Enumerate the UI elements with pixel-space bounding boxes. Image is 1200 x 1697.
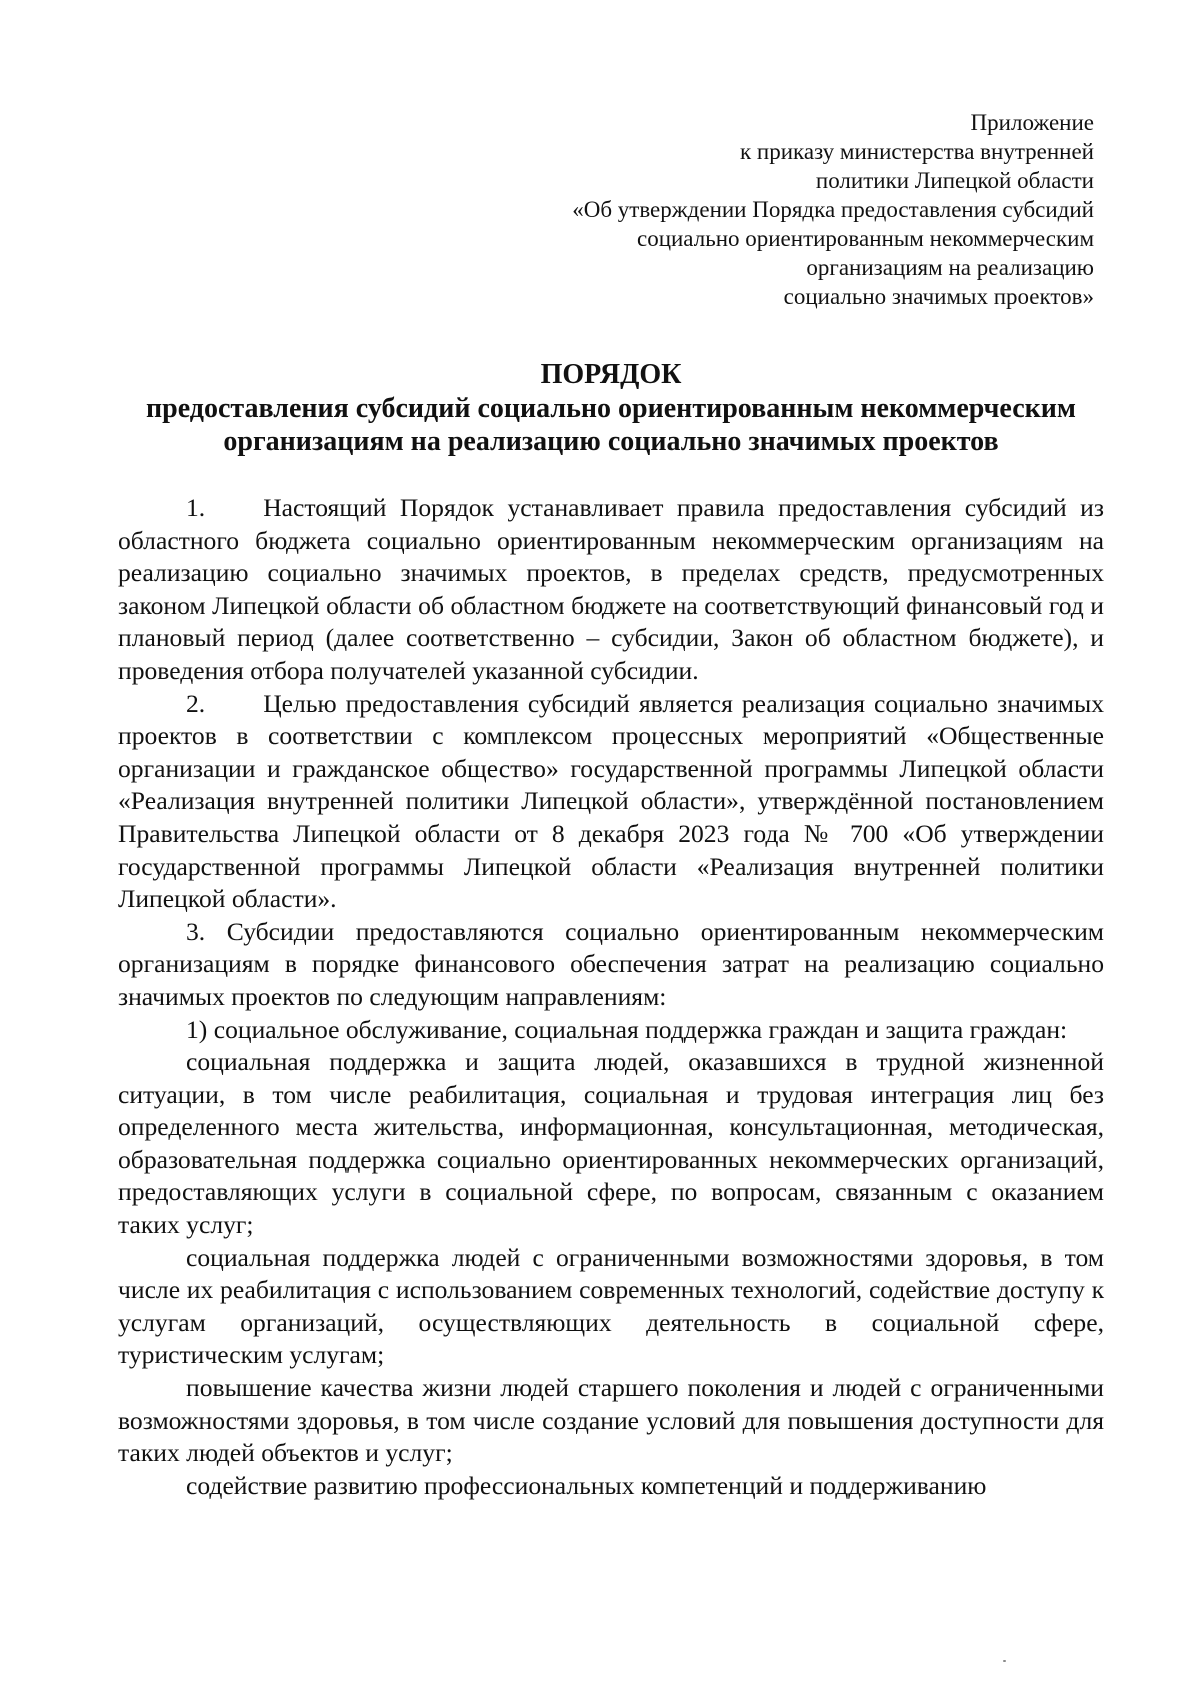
subitem: повышение качества жизни людей старшего поколения и людей с ограниченными возможностями здоровья, в том числе создание условий для повышения доступности для таких людей объектов и услуг; — [118, 1373, 1104, 1468]
paragraph-text: Настоящий Порядок устанавливает правила предоставления субсидий из областного бюджета социально ориентированным некоммерческим организациям на реализацию социально значимых проектов, в пределах средств, предусмотренных законом Липецкой области об областном бюджете на соответствующий финансовый год и плановый период (далее соответственно – субсидии, Закон об областном бюджете), и проведения отбора получателей указанной субсидии. — [118, 493, 1104, 685]
paragraph-3 — [118, 916, 1104, 1014]
appendix-line: к приказу министерства внутренней — [740, 139, 1094, 164]
paragraph-2 — [118, 688, 1104, 916]
subitem: социальная поддержка и защита людей, оказавшихся в трудной жизненной ситуации, в том числе реабилитация, социальная и трудовая интеграция лиц без определенного места жительства, информационная, консультационная, методическая, образовательная поддержка социально ориентированных некоммерческих организаций, предоставляющих услуги в социальной сфере, по вопросам, связанным с оказанием таких услуг; — [118, 1047, 1104, 1240]
appendix-line: «Об утверждении Порядка предоставления субсидий — [572, 197, 1094, 222]
paragraph-number: 1. — [186, 493, 206, 522]
appendix-line: социально значимых проектов» — [783, 284, 1094, 309]
appendix-line: организациям на реализацию — [806, 255, 1094, 280]
title-subtitle-line: предоставления субсидий социально ориентированным некоммерческим — [146, 393, 1076, 424]
paragraph-1 — [118, 492, 1104, 688]
paragraph-text: Субсидии предоставляются социально ориентированным некоммерческим организациям в порядке финансового обеспечения затрат на реализацию социально значимых проектов по следующим направлениям: — [118, 916, 1105, 1011]
paragraph-text: Целью предоставления субсидий является реализация социально значимых проектов в соответствии с комплексом процессных мероприятий «Общественные организации и гражданское общество» государственной программы Липецкой области «Реализация внутренней политики Липецкой области», утверждённой постановлением Правительства Липецкой области от 8 декабря 2023 года № 700 «Об утверждении государственной программы Липецкой области «Реализация внутренней политики Липецкой области». — [118, 688, 1104, 914]
appendix-line: Приложение — [970, 110, 1094, 135]
appendix-header — [494, 108, 1094, 311]
paragraph-number: 2. — [186, 688, 206, 718]
appendix-line: социально ориентированным некоммерческим — [636, 226, 1094, 251]
document-body — [118, 492, 1104, 1502]
title-subtitle-line: организациям на реализацию социально значимых проектов — [223, 426, 999, 457]
appendix-line: политики Липецкой области — [815, 168, 1094, 193]
document-title — [118, 358, 1104, 458]
title-main: ПОРЯДОК — [540, 359, 682, 390]
paragraph-number: 3. — [186, 916, 206, 946]
subitem: содействие развитию профессиональных компетенций и поддерживанию — [186, 1470, 987, 1500]
subitem: социальная поддержка людей с ограниченными возможностями здоровья, в том числе их реабилитация с использованием современных технологий, содействие доступу к услугам организаций, осуществляющих деятельность в социальной сфере, туристическим услугам; — [118, 1242, 1104, 1370]
subitem: 1) социальное обслуживание, социальная поддержка граждан и защита граждан: — [186, 1014, 1068, 1044]
scan-speck — [1003, 1660, 1006, 1662]
